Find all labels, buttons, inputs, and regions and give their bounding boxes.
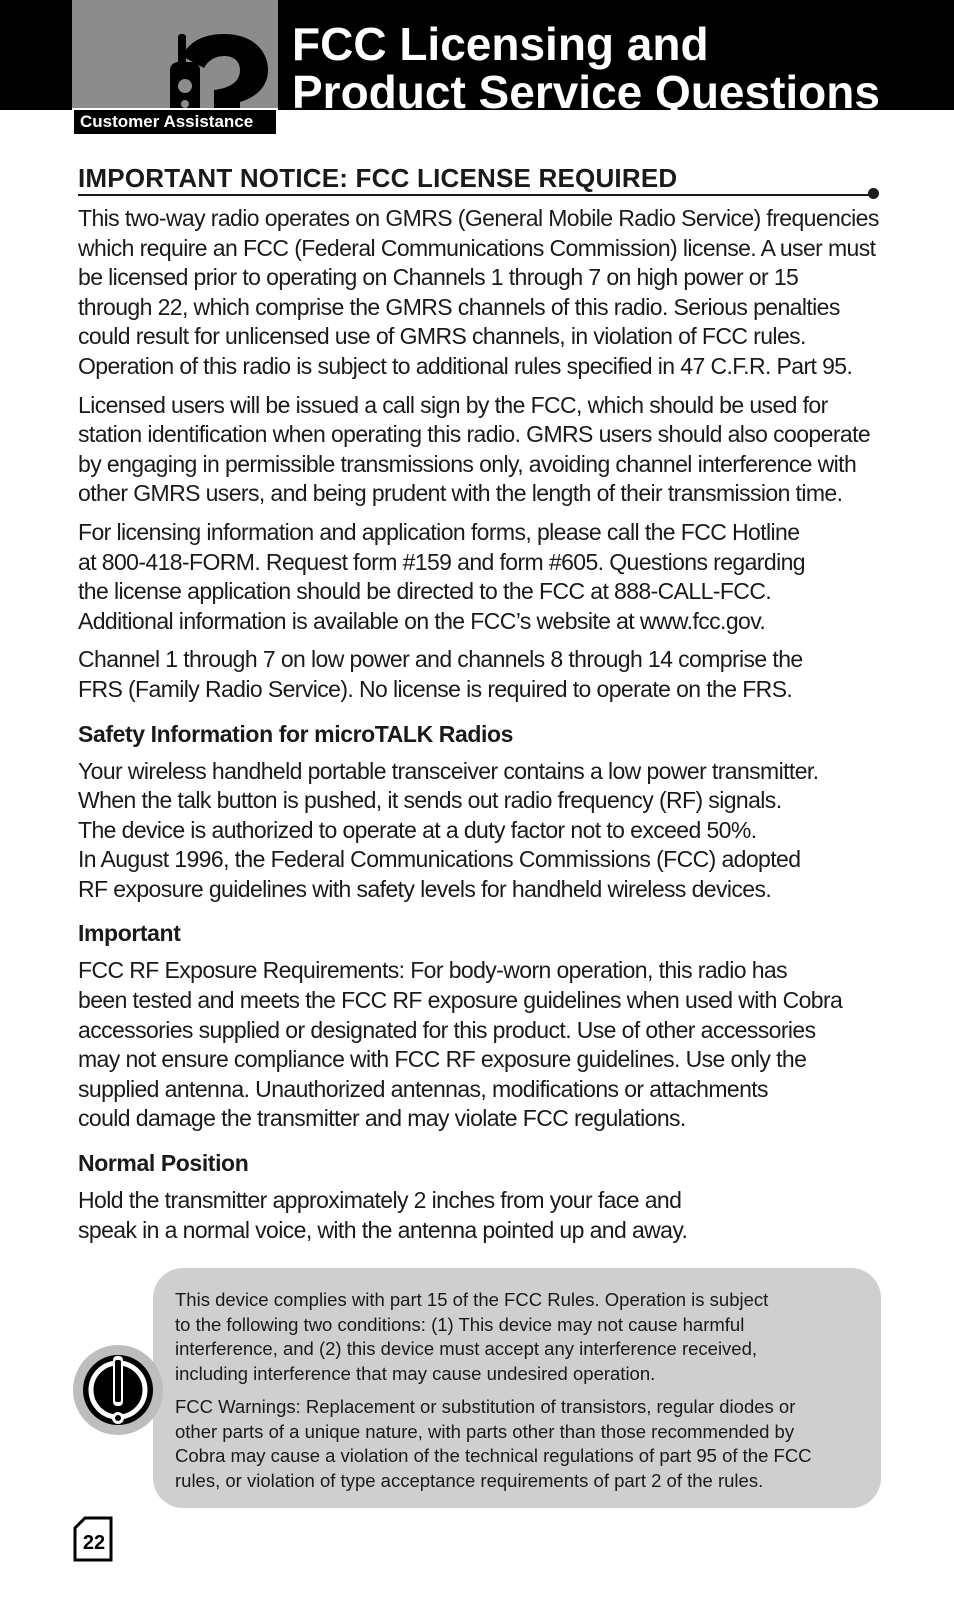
text-line: interference, and (2) this device must accept any interference received, — [175, 1338, 758, 1359]
text-line: including interference that may cause undesired operation. — [175, 1362, 656, 1384]
text-line: Hold the transmitter approximately 2 inches from your face and — [78, 1187, 682, 1214]
page-title-line-2: Product Service Questions — [292, 66, 880, 118]
notice-paragraph — [78, 391, 878, 509]
important-heading: Important — [78, 920, 181, 947]
notice-paragraph — [78, 204, 878, 382]
section-tab — [72, 0, 278, 136]
text-line: be licensed prior to operating on Channels 1 through 7 on high power or 15 — [78, 264, 799, 291]
text-line: through 22, which comprise the GMRS channels of this radio. Serious penalties — [78, 293, 840, 320]
text-line: rules, or violation of type acceptance requirements of part 2 of the rules. — [175, 1469, 764, 1491]
text-line: at 800-418-FORM. Request form #159 and form #605. Questions regarding — [78, 548, 805, 575]
text-line: speak in a normal voice, with the antenna pointed up and away. — [78, 1216, 688, 1243]
text-line: In August 1996, the Federal Communications Commissions (FCC) adopted — [78, 846, 801, 873]
page-title — [292, 20, 932, 116]
text-line: which require an FCC (Federal Communications Commission) license. A user must — [78, 234, 876, 261]
text-line: other GMRS users, and being prudent with the length of their transmission time. — [78, 480, 843, 507]
text-line: Additional information is available on the FCC’s website at www.fcc.gov. — [78, 607, 766, 634]
important-body — [78, 956, 878, 1134]
text-line: Cobra may cause a violation of the technical regulations of part 95 of the FCC — [175, 1445, 812, 1466]
text-line: Your wireless handheld portable transceiver contains a low power transmitter. — [78, 757, 819, 784]
text-line: RF exposure guidelines with safety levels for handheld wireless devices. — [78, 875, 772, 902]
text-line: Operation of this radio is subject to additional rules specified in 47 C.F.R. Part 95. — [78, 352, 853, 379]
text-line: by engaging in permissible transmissions only, avoiding channel interference with — [78, 450, 857, 477]
text-line: Channel 1 through 7 on low power and channels 8 through 14 comprise the — [78, 646, 803, 673]
normal-position-body — [78, 1186, 878, 1245]
text-line: When the talk button is pushed, it sends out radio frequency (RF) signals. — [78, 787, 782, 814]
text-line: This device complies with part 15 of the FCC Rules. Operation is subject — [175, 1289, 769, 1310]
text-line: Licensed users will be issued a call sign by the FCC, which should be used for — [78, 391, 828, 418]
text-line: accessories supplied or designated for this product. Use of other accessories — [78, 1016, 816, 1043]
text-line: could result for unlicensed use of GMRS channels, in violation of FCC rules. — [78, 323, 806, 350]
text-line: the license application should be directed to the FCC at 888-CALL-FCC. — [78, 578, 772, 605]
text-line: other parts of a unique nature, with parts other than those recommended by — [175, 1420, 795, 1442]
text-line: may not ensure compliance with FCC RF exposure guidelines. Use only the — [78, 1046, 807, 1073]
text-line: The device is authorized to operate at a duty factor not to exceed 50%. — [78, 816, 757, 843]
page-number: 22 — [82, 1532, 106, 1554]
text-line: FCC Warnings: Replacement or substitution of transistors, regular diodes or — [175, 1396, 796, 1417]
notice-paragraph — [78, 518, 878, 636]
text-line: This two-way radio operates on GMRS (General Mobile Radio Service) frequencies — [78, 205, 879, 231]
main-content — [78, 162, 878, 1254]
safety-heading: Safety Information for microTALK Radios — [78, 720, 514, 747]
warning-exclamation-icon — [72, 1344, 164, 1436]
text-line: been tested and meets the FCC RF exposure guidelines when used with Cobra — [78, 987, 843, 1014]
text-line: supplied antenna. Unauthorized antennas, modifications or attachments — [78, 1075, 768, 1102]
notice-body — [78, 204, 878, 705]
normal-position-heading: Normal Position — [78, 1150, 249, 1177]
safety-body — [78, 757, 878, 905]
text-line: station identification when operating this radio. GMRS users should also cooperate — [78, 421, 871, 448]
text-line: For licensing information and application forms, please call the FCC Hotline — [78, 518, 800, 545]
compliance-paragraph — [175, 1288, 875, 1386]
text-line: could damage the transmitter and may violate FCC regulations. — [78, 1105, 686, 1132]
text-line: to the following two conditions: (1) This device may not cause harmful — [175, 1313, 745, 1335]
notice-paragraph — [78, 645, 878, 704]
text-line: FCC RF Exposure Requirements: For body-worn operation, this radio has — [78, 957, 787, 984]
fcc-compliance-box — [153, 1268, 881, 1508]
section-tab-label: Customer Assistance — [72, 108, 278, 136]
notice-heading: IMPORTANT NOTICE: FCC LICENSE REQUIRED — [78, 163, 678, 193]
fcc-warnings-paragraph — [175, 1395, 875, 1493]
page-title-line-1: FCC Licensing and — [292, 18, 709, 70]
text-line: FRS (Family Radio Service). No license is required to operate on the FRS. — [78, 675, 793, 702]
